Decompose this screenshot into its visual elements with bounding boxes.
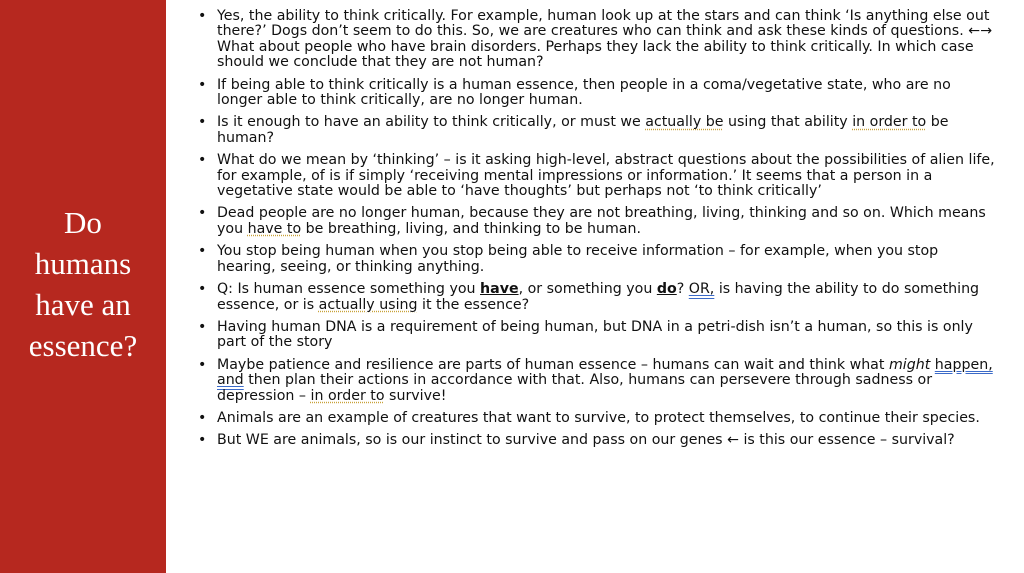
- note-text: be breathing, living, and thinking to be human.: [301, 220, 641, 237]
- note-text: OR,: [688, 281, 715, 298]
- note-text: have to: [247, 220, 302, 237]
- note-text: , or something you: [518, 281, 657, 298]
- note-text: Maybe patience and resilience are parts of human essence – humans can wait and think what: [217, 356, 889, 373]
- note-text: have: [480, 281, 519, 298]
- note-item: [198, 320, 998, 351]
- note-item: [198, 78, 998, 109]
- note-text: Yes, the ability to think critically. For example, human look up at the stars and can think ‘Is anything else out there?’ Dogs don’t seem to do this. So, we are creatures who can think and ask these kinds of questions. ←→ What about people who have brain disorders. Perhaps they lack the ability to think critically. In which case should we conclude that they are not human?: [217, 8, 992, 71]
- note-text: using that ability: [723, 114, 853, 131]
- note-item: [198, 115, 998, 146]
- note-text: might: [888, 356, 931, 373]
- note-text: is having the ability to do something essence, or is: [217, 281, 980, 313]
- note-item: [198, 244, 998, 275]
- note-text: You stop being human when you stop being able to receive information – for example, when you stop hearing, seeing, or thinking anything.: [217, 243, 939, 275]
- note-item: [198, 153, 998, 199]
- note-text: in order to: [310, 387, 385, 404]
- note-text: it the essence?: [417, 296, 530, 313]
- notes-list: [198, 9, 998, 456]
- note-text: happen, and: [217, 356, 993, 389]
- note-text: be human?: [217, 114, 949, 146]
- note-text: actually be: [645, 114, 724, 131]
- note-item: [198, 206, 998, 237]
- note-text: Dead people are no longer human, because they are not breathing, living, thinking and so on. Which means you: [217, 205, 986, 237]
- note-text: actually using: [318, 296, 418, 313]
- title-panel: [0, 0, 166, 573]
- note-text: If being able to think critically is a human essence, then people in a coma/vegetative state, who are no longer able to think critically, are no longer human.: [217, 76, 951, 109]
- note-text: Animals are an example of creatures that want to survive, to protect themselves, to continue their species.: [217, 409, 980, 426]
- note-text: in order to: [852, 114, 927, 131]
- note-item: [198, 282, 998, 313]
- note-text: survive!: [384, 387, 447, 404]
- note-text: Having human DNA is a requirement of being human, but DNA in a petri-dish isn’t a human, so this is only part of the story: [217, 318, 973, 351]
- note-text: But WE are animals, so is our instinct to survive and pass on our genes ← is this our essence – survival?: [217, 432, 955, 449]
- note-text: ?: [676, 281, 689, 298]
- note-text: do: [656, 281, 677, 298]
- note-text: What do we mean by ‘thinking’ – is it asking high-level, abstract questions about the possibilities of alien life, for example, of is if simply ‘receiving mental impressions or information.’ It seems that a person in a vegetative state would be able to ‘have thoughts’ but perhaps not ‘to think critically’: [217, 152, 995, 200]
- note-text: then plan their actions in accordance with that. Also, humans can persevere through sadness or depression –: [217, 372, 933, 404]
- note-text: Q: Is human essence something you: [217, 281, 481, 298]
- note-text: Is it enough to have an ability to think critically, or must we: [217, 114, 646, 131]
- note-item: [198, 9, 998, 71]
- note-item: [198, 411, 998, 426]
- note-item: [198, 433, 998, 448]
- slide-title: Do humans have an essence?: [28, 204, 138, 363]
- note-item: [198, 358, 998, 404]
